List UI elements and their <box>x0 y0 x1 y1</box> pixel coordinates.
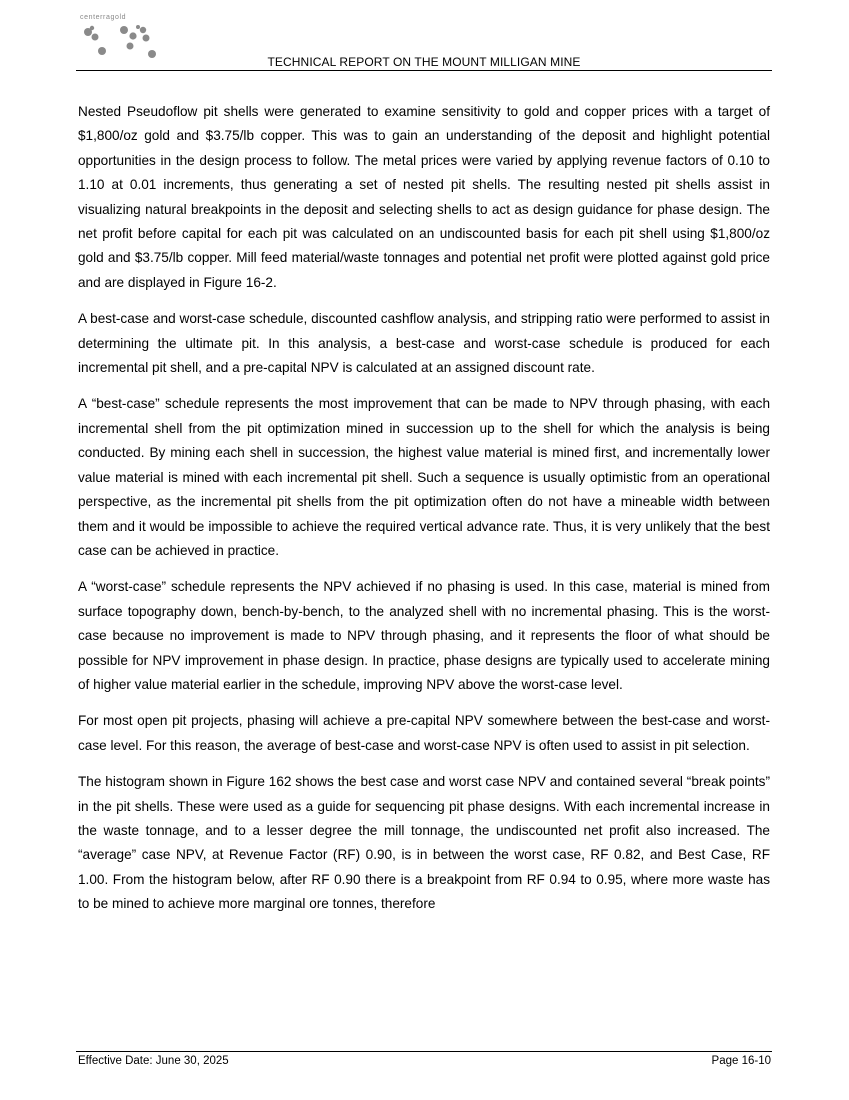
paragraph: The histogram shown in Figure 162 shows the best case and worst case NPV and contained several “break points” in the pit shells. These were used as a guide for sequencing pit phase designs. With each incremental increase in the waste tonnage, and to a lesser degree the mill tonnage, the undiscounted net profit also increased. The “average” case NPV, at Revenue Factor (RF) 0.90, is in between the worst case, RF 0.82, and Best Case, RF 1.00. From the histogram below, after RF 0.90 there is a breakpoint from RF 0.94 to 0.95, where more waste has to be mined to achieve more marginal ore tonnes, therefore <box>78 774 770 912</box>
logo-wordmark: centerragold <box>80 14 127 21</box>
paragraph: For most open pit projects, phasing will achieve a pre-capital NPV somewhere between the best-case and worst-case level. For this reason, the average of best-case and worst-case NPV is often used to assist in pit selection. <box>78 713 770 753</box>
company-logo <box>80 14 180 60</box>
paragraph: Nested Pseudoflow pit shells were generated to examine sensitivity to gold and copper prices with a target of $1,800/oz gold and $3.75/lb copper. This was to gain an understanding of the deposit and highlight potential opportunities in the design process to follow. The metal prices were varied by applying revenue factors of 0.10 to 1.10 at 0.01 increments, thus generating a set of nested pit shells. The resulting nested pit shells assist in visualizing natural breakpoints in the deposit and selecting shells to act as design guidance for phase design. The net profit before capital for each pit was calculated on an undiscounted basis for each pit shell using $1,800/oz gold and $3.75/lb copper. Mill feed material/waste tonnages and potential net profit were plotted against gold price and are displayed in Figure 16-2. <box>78 104 770 290</box>
header-divider <box>76 70 772 71</box>
footer-divider <box>76 1051 772 1052</box>
report-header-title: TECHNICAL REPORT ON THE MOUNT MILLIGAN MINE <box>267 55 581 69</box>
page-number: Page 16-10 <box>711 1055 771 1067</box>
paragraph: A best-case and worst-case schedule, discounted cashflow analysis, and stripping ratio were performed to assist in determining the ultimate pit. In this analysis, a best-case and worst-case schedule is produced for each incremental pit shell, and a pre-capital NPV is calculated at an assigned discount rate. <box>78 311 770 376</box>
effective-date: Effective Date: June 30, 2025 <box>78 1055 229 1067</box>
paragraph: A “best-case” schedule represents the most improvement that can be made to NPV through phasing, with each incremental shell from the pit optimization mined in succession up to the shell for which the analysis is being conducted. By mining each shell in succession, the highest value material is mined first, and incrementally lower value material is mined with each incremental pit shell. Such a sequence is usually optimistic from an operational perspective, as the incremental pit shells from the pit optimization often do not have a mineable width between them and it would be impossible to achieve the required vertical advance rate. Thus, it is very unlikely that the best case can be achieved in practice. <box>78 396 770 558</box>
document-body <box>78 100 770 929</box>
paragraph: A “worst-case” schedule represents the NPV achieved if no phasing is used. In this case, material is mined from surface topography down, bench-by-bench, to the analyzed shell with no incremental phasing. This is the worst-case because no improvement is made to NPV through phasing, and it represents the floor of what should be possible for NPV improvement in phase design. In practice, phase designs are typically used to accelerate mining of higher value material earlier in the schedule, improving NPV above the worst-case level. <box>78 579 770 692</box>
